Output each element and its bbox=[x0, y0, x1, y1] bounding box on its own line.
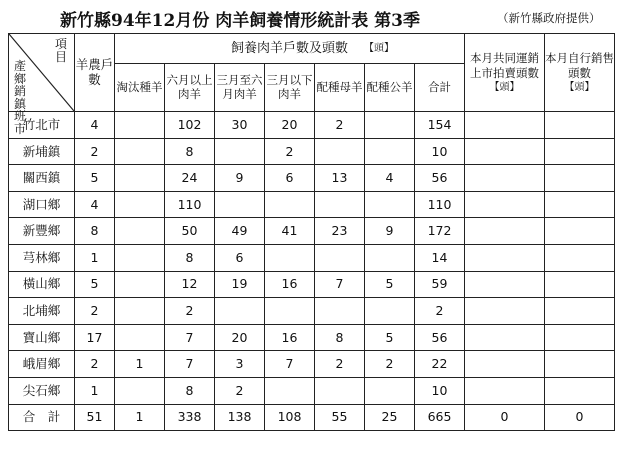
cell: 4 bbox=[365, 165, 415, 192]
self-sale-header-unit: 【頭】 bbox=[564, 81, 595, 93]
cell: 8 bbox=[165, 244, 215, 271]
cell: 2 bbox=[215, 377, 265, 404]
cell: 5 bbox=[75, 165, 115, 192]
cell bbox=[465, 112, 545, 139]
cell bbox=[545, 138, 615, 165]
cell bbox=[115, 377, 165, 404]
cell bbox=[545, 218, 615, 245]
cell: 59 bbox=[415, 271, 465, 298]
cell: 2 bbox=[315, 351, 365, 378]
cell: 56 bbox=[415, 324, 465, 351]
cell bbox=[315, 191, 365, 218]
cell: 10 bbox=[415, 377, 465, 404]
cell: 2 bbox=[75, 298, 115, 325]
cell bbox=[365, 138, 415, 165]
cell: 7 bbox=[165, 351, 215, 378]
subheader-breeding-ram: 配種公羊 bbox=[365, 64, 415, 112]
cell: 6 bbox=[265, 165, 315, 192]
cell bbox=[265, 298, 315, 325]
cell bbox=[465, 351, 545, 378]
cell bbox=[365, 298, 415, 325]
cell: 2 bbox=[75, 351, 115, 378]
cell: 172 bbox=[415, 218, 465, 245]
cell bbox=[465, 271, 545, 298]
cell: 23 bbox=[315, 218, 365, 245]
cell: 16 bbox=[265, 324, 315, 351]
cell: 50 bbox=[165, 218, 215, 245]
cell bbox=[545, 271, 615, 298]
cell bbox=[465, 324, 545, 351]
row-name: 峨眉鄉 bbox=[9, 351, 75, 378]
table-row bbox=[9, 244, 615, 271]
report-title: 新竹縣94年12月份 肉羊飼養情形統計表 第3季 bbox=[60, 11, 420, 31]
cell bbox=[115, 191, 165, 218]
group-header bbox=[115, 34, 465, 64]
cell: 9 bbox=[215, 165, 265, 192]
cell: 10 bbox=[415, 138, 465, 165]
cell: 41 bbox=[265, 218, 315, 245]
cell: 2 bbox=[315, 112, 365, 139]
row-name: 橫山鄉 bbox=[9, 271, 75, 298]
cell: 2 bbox=[75, 138, 115, 165]
subheader-cull: 淘汰種羊 bbox=[115, 64, 165, 112]
cell: 8 bbox=[315, 324, 365, 351]
total-cell: 0 bbox=[545, 404, 615, 430]
auction-header bbox=[465, 34, 545, 112]
cell: 12 bbox=[165, 271, 215, 298]
table-body bbox=[9, 112, 615, 431]
total-cell: 108 bbox=[265, 404, 315, 430]
cell bbox=[465, 138, 545, 165]
total-cell: 25 bbox=[365, 404, 415, 430]
cell: 14 bbox=[415, 244, 465, 271]
self-sale-header-label: 本月自行銷售頭數 bbox=[545, 51, 614, 80]
statistics-table bbox=[8, 33, 615, 431]
cell: 110 bbox=[165, 191, 215, 218]
cell: 20 bbox=[215, 324, 265, 351]
total-cell: 665 bbox=[415, 404, 465, 430]
cell bbox=[215, 298, 265, 325]
row-name: 芎林鄉 bbox=[9, 244, 75, 271]
cell bbox=[115, 112, 165, 139]
cell: 24 bbox=[165, 165, 215, 192]
cell bbox=[545, 324, 615, 351]
cell: 8 bbox=[165, 377, 215, 404]
cell: 30 bbox=[215, 112, 265, 139]
cell bbox=[545, 244, 615, 271]
cell: 5 bbox=[365, 324, 415, 351]
cell: 3 bbox=[215, 351, 265, 378]
cell bbox=[545, 191, 615, 218]
cell: 9 bbox=[365, 218, 415, 245]
corner-item-label: 項目 bbox=[54, 37, 67, 64]
cell bbox=[545, 377, 615, 404]
cell: 5 bbox=[75, 271, 115, 298]
cell: 1 bbox=[115, 351, 165, 378]
cell bbox=[115, 324, 165, 351]
cell bbox=[465, 191, 545, 218]
row-name: 新埔鎮 bbox=[9, 138, 75, 165]
cell: 5 bbox=[365, 271, 415, 298]
total-cell: 1 bbox=[115, 404, 165, 430]
subheader-under-3m: 三月以下肉羊 bbox=[265, 64, 315, 112]
cell bbox=[265, 377, 315, 404]
cell: 13 bbox=[315, 165, 365, 192]
cell bbox=[115, 298, 165, 325]
cell: 19 bbox=[215, 271, 265, 298]
row-name: 關西鎮 bbox=[9, 165, 75, 192]
cell: 154 bbox=[415, 112, 465, 139]
cell bbox=[215, 191, 265, 218]
cell bbox=[545, 165, 615, 192]
table-row bbox=[9, 324, 615, 351]
cell bbox=[265, 244, 315, 271]
row-name: 湖口鄉 bbox=[9, 191, 75, 218]
row-name: 寶山鄉 bbox=[9, 324, 75, 351]
cell: 102 bbox=[165, 112, 215, 139]
cell bbox=[465, 165, 545, 192]
cell bbox=[365, 112, 415, 139]
auction-header-label: 本月共同運銷上市拍賣頭數 bbox=[470, 51, 539, 80]
cell bbox=[465, 218, 545, 245]
cell: 56 bbox=[415, 165, 465, 192]
cell bbox=[115, 244, 165, 271]
header-row-1 bbox=[9, 34, 615, 64]
cell: 16 bbox=[265, 271, 315, 298]
cell: 2 bbox=[265, 138, 315, 165]
cell bbox=[115, 165, 165, 192]
cell bbox=[465, 244, 545, 271]
cell: 49 bbox=[215, 218, 265, 245]
source-note: （新竹縣政府提供） bbox=[497, 11, 601, 25]
total-cell: 51 bbox=[75, 404, 115, 430]
cell bbox=[115, 218, 165, 245]
cell: 6 bbox=[215, 244, 265, 271]
table-row bbox=[9, 165, 615, 192]
row-name: 尖石鄉 bbox=[9, 377, 75, 404]
cell: 1 bbox=[75, 377, 115, 404]
cell bbox=[215, 138, 265, 165]
cell: 7 bbox=[265, 351, 315, 378]
cell bbox=[545, 112, 615, 139]
cell bbox=[545, 351, 615, 378]
group-header-label: 飼養肉羊戶數及頭數 bbox=[230, 40, 348, 56]
corner-area-label: 產鄉銷鎮班市 bbox=[13, 59, 26, 136]
table-row bbox=[9, 218, 615, 245]
total-row bbox=[9, 404, 615, 430]
cell bbox=[465, 377, 545, 404]
cell bbox=[315, 298, 365, 325]
cell bbox=[315, 138, 365, 165]
cell: 1 bbox=[75, 244, 115, 271]
cell bbox=[315, 244, 365, 271]
cell bbox=[115, 138, 165, 165]
subheader-over-6m: 六月以上肉羊 bbox=[165, 64, 215, 112]
cell: 2 bbox=[415, 298, 465, 325]
cell bbox=[465, 298, 545, 325]
cell: 8 bbox=[165, 138, 215, 165]
cell: 17 bbox=[75, 324, 115, 351]
cell bbox=[365, 191, 415, 218]
cell: 4 bbox=[75, 191, 115, 218]
table-row bbox=[9, 138, 615, 165]
total-cell: 138 bbox=[215, 404, 265, 430]
cell: 22 bbox=[415, 351, 465, 378]
cell: 110 bbox=[415, 191, 465, 218]
auction-header-unit: 【頭】 bbox=[489, 81, 520, 93]
table-row bbox=[9, 191, 615, 218]
total-cell: 55 bbox=[315, 404, 365, 430]
cell: 2 bbox=[165, 298, 215, 325]
total-cell: 338 bbox=[165, 404, 215, 430]
cell: 2 bbox=[365, 351, 415, 378]
cell: 20 bbox=[265, 112, 315, 139]
farms-header: 羊農戶數 bbox=[75, 34, 115, 112]
cell bbox=[545, 298, 615, 325]
total-cell: 0 bbox=[465, 404, 545, 430]
cell bbox=[115, 271, 165, 298]
row-name: 竹北市 bbox=[9, 112, 75, 139]
row-name: 新豐鄉 bbox=[9, 218, 75, 245]
cell bbox=[315, 377, 365, 404]
total-label: 合 計 bbox=[9, 404, 75, 430]
table-row bbox=[9, 351, 615, 378]
table-row bbox=[9, 271, 615, 298]
title-bar bbox=[0, 0, 620, 32]
cell bbox=[265, 191, 315, 218]
subheader-breeding-ewe: 配種母羊 bbox=[315, 64, 365, 112]
table-row bbox=[9, 112, 615, 139]
cell bbox=[365, 244, 415, 271]
cell: 7 bbox=[165, 324, 215, 351]
self-sale-header bbox=[545, 34, 615, 112]
group-header-unit: 【頭】 bbox=[364, 43, 394, 54]
cell bbox=[365, 377, 415, 404]
cell: 7 bbox=[315, 271, 365, 298]
table-row bbox=[9, 377, 615, 404]
row-name: 北埔鄉 bbox=[9, 298, 75, 325]
cell: 8 bbox=[75, 218, 115, 245]
subheader-subtotal: 合計 bbox=[415, 64, 465, 112]
table-row bbox=[9, 298, 615, 325]
subheader-3-6m: 三月至六月肉羊 bbox=[215, 64, 265, 112]
cell: 4 bbox=[75, 112, 115, 139]
